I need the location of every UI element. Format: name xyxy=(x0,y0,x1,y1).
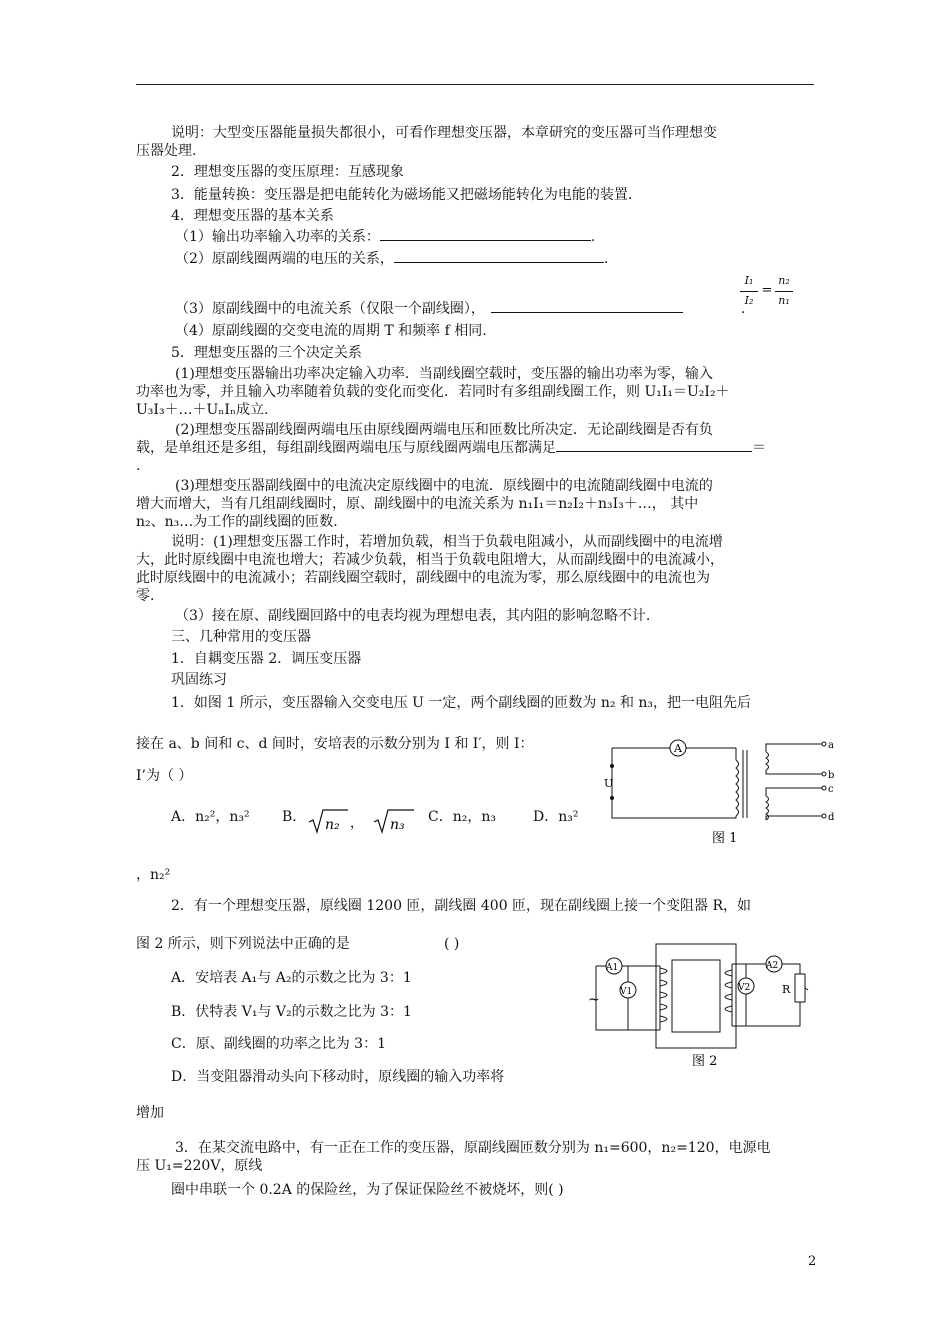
figure-2-circuit xyxy=(586,938,816,1074)
text-line: 4．理想变压器的基本关系 xyxy=(171,208,334,224)
text-line: 功率也为零，并且输入功率随着负载的变化而变化．若同时有多组副线圈工作，则 U₁I₁＝U₂I₂＋ xyxy=(136,384,730,400)
text-line: U₃I₃＋…＋UₙIₙ成立. xyxy=(136,402,269,418)
ammeter-2-label: A2 xyxy=(766,961,779,971)
blank-line xyxy=(491,300,683,313)
page-number: 2 xyxy=(808,1254,817,1269)
figure-1-circuit xyxy=(596,734,836,852)
sqrt-n3-text: n₃ xyxy=(390,817,405,833)
question-1-text: 接在 a、b 间和 c、d 间时，安培表的示数分别为 I 和 I′，则 I： xyxy=(136,736,534,752)
fraction-denominator: n₁ xyxy=(778,294,790,307)
text-line: 5．理想变压器的三个决定关系 xyxy=(171,345,362,361)
sqrt-expressions xyxy=(306,806,421,836)
text-line: 增大而增大，当有几组副线圈时，原、副线圈中的电流关系为 n₁I₁＝n₂I₂＋n₃I₃＋…， 其中 xyxy=(136,496,699,512)
source-terminal xyxy=(610,764,614,768)
text-line: （4）原副线圈的交变电流的周期 T 和频率 f 相同. xyxy=(175,323,487,339)
text-segment: （1）输出功率输入功率的关系： xyxy=(175,229,380,245)
question-1-option-d-cont: ，n₂² xyxy=(136,867,171,883)
sqrt-separator: ， xyxy=(350,816,364,831)
terminal-c: c xyxy=(828,784,834,795)
text-line: 说明：大型变压器能量损失都很小，可看作理想变压器，本章研究的变压器可当作理想变 xyxy=(171,125,717,141)
blank-line xyxy=(380,228,591,241)
question-2-text: 2．有一个理想变压器，原线圈 1200 匝，副线圈 400 匝，现在副线圈上接一个变阻器 R，如 xyxy=(171,898,752,914)
text-line: 三、几种常用的变压器 xyxy=(171,629,311,645)
terminal-b: b xyxy=(828,770,835,781)
terminal-a: a xyxy=(828,740,834,751)
text-line: (3)理想变压器副线圈中的电流决定原线圈中的电流．原线圈中的电流随副线圈中电流的 xyxy=(175,478,713,494)
question-1-text: 1．如图 1 所示，变压器输入交变电压 U 一定，两个副线圈的匝数为 n₂ 和 n₃，把一电阻先后 xyxy=(171,695,752,711)
fraction-numerator: n₂ xyxy=(778,274,790,287)
text-segment: ＝ xyxy=(752,440,766,456)
text-line: . xyxy=(136,458,141,474)
text-line: 零. xyxy=(136,588,155,604)
fraction-denominator: I₂ xyxy=(744,294,754,307)
text-line: 3．能量转换：变压器是把电能转化为磁场能又把磁场能转化为电能的装置. xyxy=(171,187,633,203)
text-line: 压器处理. xyxy=(136,143,197,159)
blank-line xyxy=(394,250,604,263)
text-line xyxy=(136,439,766,457)
fraction-equals: = xyxy=(761,283,773,298)
text-line: 巩固练习 xyxy=(171,672,227,688)
ac-source-symbol: ~ xyxy=(588,992,600,1008)
text-segment: . xyxy=(590,229,596,245)
question-2-option-d: D．当变阻器滑动头向下移动时，原线圈的输入功率将 xyxy=(171,1069,505,1085)
text-segment: . xyxy=(603,251,609,267)
text-segment: . xyxy=(740,301,746,317)
text-line xyxy=(175,228,595,246)
source-terminal xyxy=(610,796,614,800)
ammeter-1-label: A1 xyxy=(606,963,619,973)
question-2-option-c: C．原、副线圈的功率之比为 3：1 xyxy=(171,1036,386,1052)
question-1-option-d: D．n₃² xyxy=(533,809,579,825)
question-3-text: 圈中串联一个 0.2A 的保险丝，为了保证保险丝不被烧坏，则( ) xyxy=(171,1182,564,1198)
sqrt-n2-text: n₂ xyxy=(325,817,340,833)
text-line xyxy=(175,300,745,318)
question-1-option-a: A．n₂²，n₃² xyxy=(171,809,250,825)
question-3-text: 3．在某交流电路中，有一正在工作的变压器，原副线圈匝数分别为 n₁=600，n₂=120，电源电 xyxy=(175,1140,771,1156)
fraction-numerator: I₁ xyxy=(744,274,754,287)
header-rule xyxy=(136,84,814,85)
fraction-bar xyxy=(775,291,793,292)
fraction-bar xyxy=(740,291,758,292)
text-segment: （3）原副线圈中的电流关系（仅限一个副线圈）， xyxy=(175,301,485,317)
source-label: U xyxy=(604,777,614,790)
terminal-d: d xyxy=(828,812,835,823)
figure-1-caption: 图 1 xyxy=(712,831,738,846)
question-1-text: I’为（ ） xyxy=(136,768,193,784)
text-line: 大，此时原线圈中电流也增大；若减少负载，相当于负载电阻增大，从而副线圈中的电流减小， xyxy=(136,552,724,568)
text-line: n₂、n₃…为工作的副线圈的匝数. xyxy=(136,514,338,530)
resistor-label: R xyxy=(782,983,791,996)
text-line: 1．自耦变压器 2．调压变压器 xyxy=(171,651,362,667)
text-segment: （2）原副线圈两端的电压的关系， xyxy=(175,251,394,267)
question-2-text: 图 2 所示，则下列说法中正确的是 xyxy=(136,936,350,952)
text-line xyxy=(175,250,608,268)
text-segment: 载，是单组还是多组，每组副线圈两端电压与原线圈两端电压都满足 xyxy=(136,440,556,456)
question-2-option-b: B．伏特表 V₁与 V₂的示数之比为 3：1 xyxy=(171,1004,412,1020)
question-2-answer-paren: ( ) xyxy=(444,936,460,952)
text-line: （3）接在原、副线圈回路中的电表均视为理想电表，其内阻的影响忽略不计. xyxy=(175,608,651,624)
question-2-option-d-cont: 增加 xyxy=(136,1105,164,1121)
voltmeter-1-label: V1 xyxy=(620,987,633,997)
blank-line xyxy=(556,439,752,452)
text-line: (2)理想变压器副线圈两端电压由原线圈两端电压和匝数比所决定．无论副线圈是否有负 xyxy=(175,422,713,438)
question-2-option-a: A．安培表 A₁与 A₂的示数之比为 3：1 xyxy=(171,970,412,986)
text-line: 说明：(1)理想变压器工作时，若增加负载，相当于负载电阻减小，从而副线圈中的电流增 xyxy=(171,534,723,550)
figure-2-caption: 图 2 xyxy=(692,1054,718,1069)
text-line: 2．理想变压器的变压原理：互感现象 xyxy=(171,164,404,180)
question-3-text: 压 U₁=220V，原线 xyxy=(136,1158,263,1174)
ammeter-label: A xyxy=(674,742,682,755)
voltmeter-2-label: V2 xyxy=(738,983,751,993)
text-line: 此时原线圈中的电流减小；若副线圈空载时，副线圈中的电流为零，那么原线圈中的电流也为 xyxy=(136,570,710,586)
text-line: (1)理想变压器输出功率决定输入功率．当副线圈空载时，变压器的输出功率为零，输入 xyxy=(175,366,713,382)
question-1-option-c: C．n₂，n₃ xyxy=(428,809,496,825)
question-1-option-b: B． xyxy=(282,809,307,825)
